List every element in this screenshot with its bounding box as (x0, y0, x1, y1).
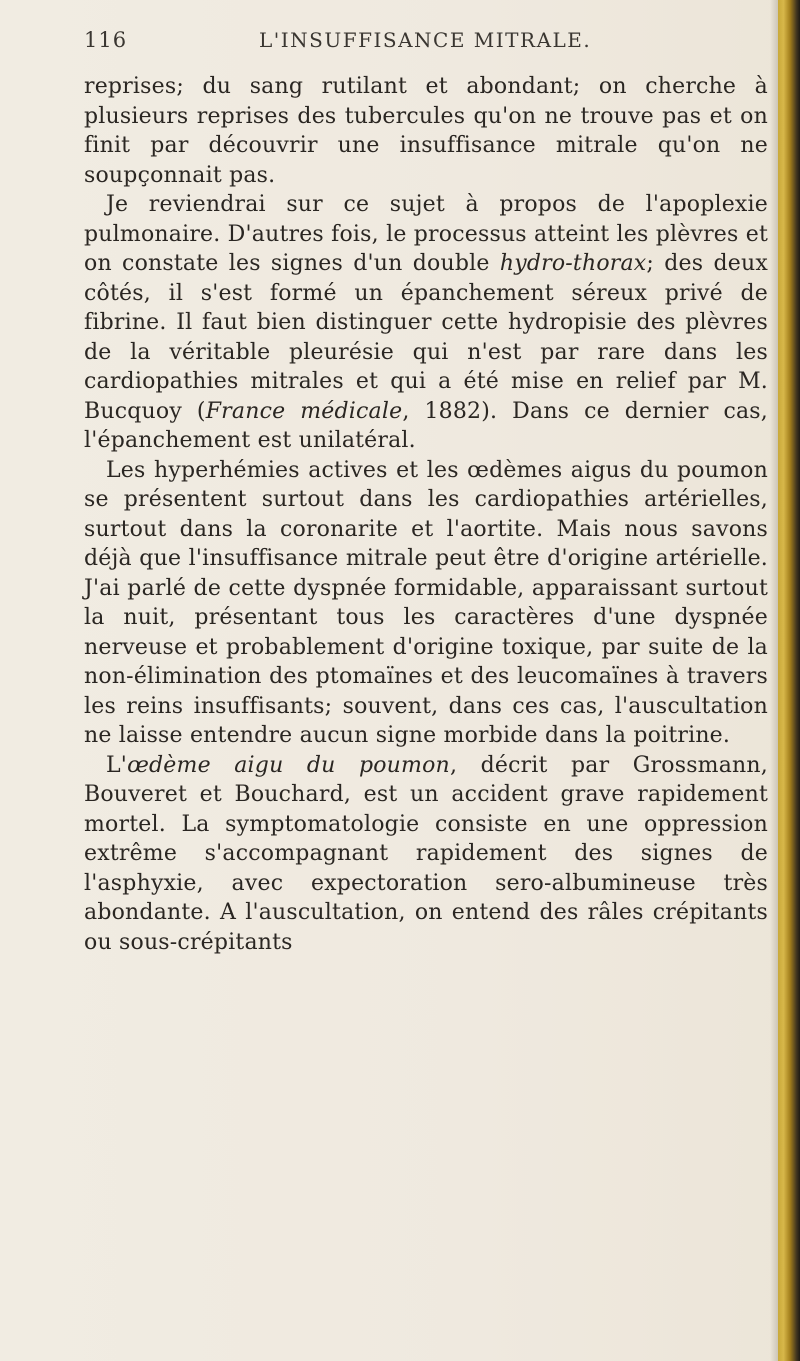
paragraph-3 (84, 456, 768, 751)
running-title: L'INSUFFISANCE MITRALE. (259, 28, 592, 52)
paragraph-2 (84, 190, 768, 456)
paragraph-4 (84, 751, 768, 958)
gilt-page-edge (778, 0, 800, 1361)
hydrothorax-term: hydro-thorax (499, 251, 647, 276)
page-edge-shadow (770, 0, 778, 1361)
journal-title: France médicale (205, 398, 403, 424)
oedeme-term: œdème aigu du poumon (127, 752, 450, 778)
paragraph-2-text-a: Je reviendrai sur ce sujet à propos de l'apoplexie pulmonaire. D'autres fois, le processus atteint les plèvres et on constate les signes d'un double (84, 192, 768, 276)
paragraph-2-text-c: , 1882). Dans ce dernier cas, l'épanchement est unilatéral. (84, 398, 768, 453)
paragraph-3-text: Les hyperhémies actives et les œdèmes aigus du poumon se présentent surtout dans les cardiopathies artérielles, surtout dans la coronarite et l'aortite. Mais nous savons déjà que l'insuffisance mitrale peut être d'origine artérielle. J'ai parlé de cette dyspnée formidable, apparaissant surtout la nuit, présentant tous les caractères d'une dyspnée nerveuse et probablement d'origine toxique, par suite de la non-élimination des ptomaïnes et des leucomaïnes à travers les reins insuffisants; souvent, dans ces cas, l'auscultation ne laisse entendre aucun signe morbide dans la poitrine. (84, 457, 768, 748)
paragraph-2-text-b: ; des deux côtés, il s'est formé un épanchement séreux privé de fibrine. Il faut bien distinguer cette hydropisie des plèvres de la véritable pleurésie qui n'est par rare dans les cardiopathies mitrales et qui a été mise en relief par M. Bucquoy ( (84, 251, 768, 424)
page-header (84, 28, 774, 64)
paragraph-1 (84, 72, 768, 190)
paragraph-4-prefix: L' (106, 752, 128, 778)
paragraph-1-text: reprises; du sang rutilant et abondant; on cherche à plusieurs reprises des tubercules qu'on ne trouve pas et on finit par découvrir une insuffisance mitrale qu'on ne soupçonnait pas. (84, 74, 768, 188)
body-text (84, 72, 768, 957)
paragraph-4-text: , décrit par Grossmann, Bouveret et Bouchard, est un accident grave rapidement mortel. La symptomatologie consiste en une oppression extrême s'accompagnant rapidement des signes de l'asphyxie, avec expectoration sero-albumineuse très abondante. A l'auscultation, on entend des râles crépitants ou sous-crépitants (84, 752, 768, 955)
page-number: 116 (84, 28, 128, 52)
